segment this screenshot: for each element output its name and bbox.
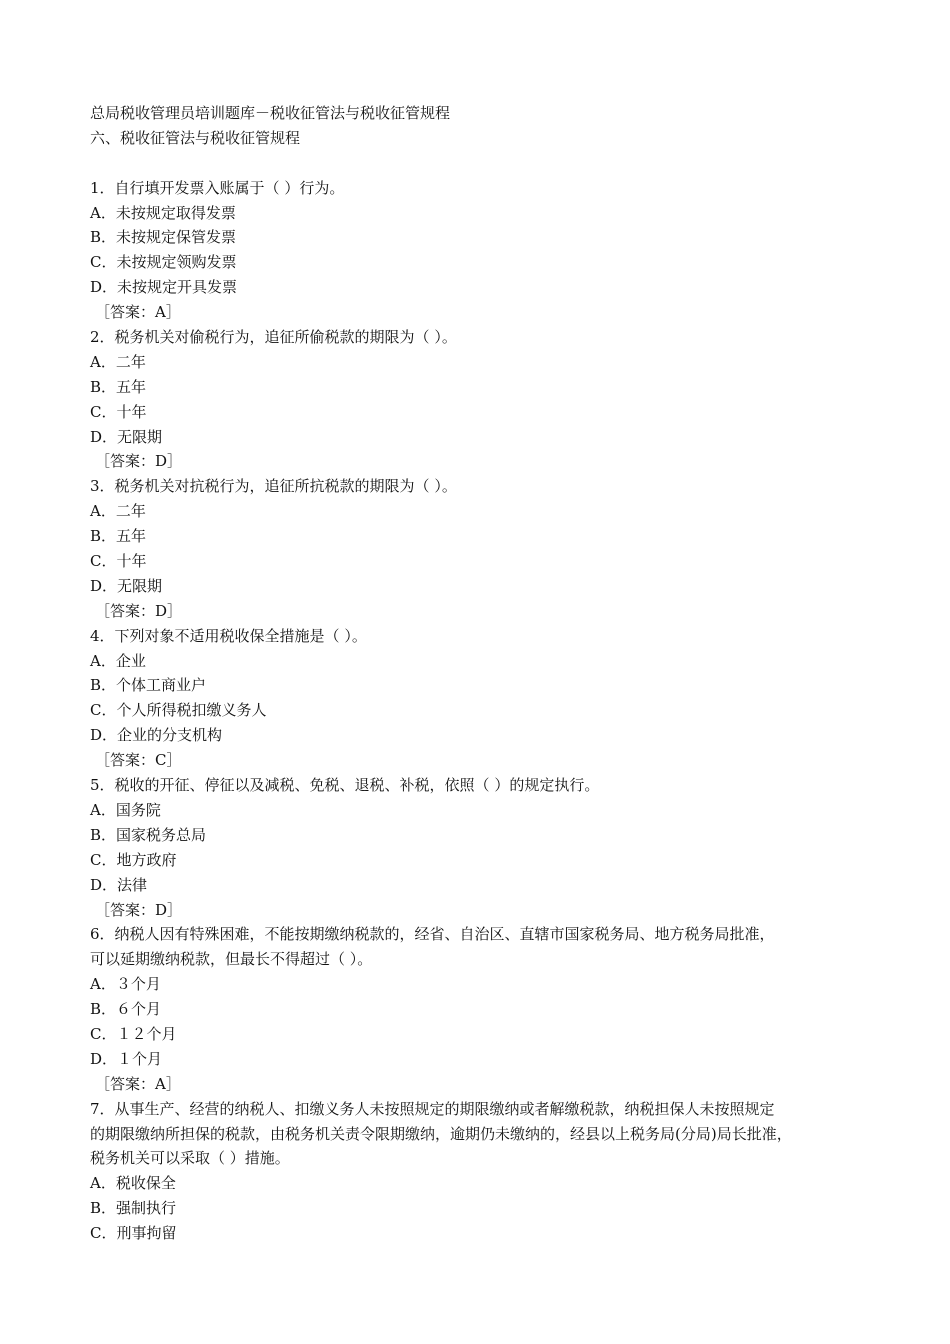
question-stem: 3．税务机关对抗税行为，追征所抗税款的期限为（ ）。 <box>90 477 457 496</box>
option-c: C．地方政府 <box>90 850 177 869</box>
option-c: C．刑事拘留 <box>90 1224 177 1243</box>
answer: ［答案：D］ <box>95 601 183 620</box>
option-c: C．十年 <box>90 402 147 421</box>
option-b: B．６个月 <box>90 1000 162 1019</box>
option-d: D．无限期 <box>90 576 163 595</box>
question-5 <box>90 773 880 922</box>
answer: ［答案：D］ <box>95 900 183 919</box>
question-stem-line-1: 6．纳税人因有特殊困难，不能按期缴纳税款的，经省、自治区、直辖市国家税务局、地方税务局批准， <box>90 925 775 944</box>
option-d: D．无限期 <box>90 427 163 446</box>
answer: ［答案：A］ <box>95 303 181 322</box>
option-c: C．未按规定领购发票 <box>90 253 237 272</box>
option-c: C．十年 <box>90 552 147 571</box>
option-b: B．个体工商业户 <box>90 676 207 695</box>
option-d: D．法律 <box>90 875 148 894</box>
option-a: A．二年 <box>90 352 146 371</box>
question-stem: 4．下列对象不适用税收保全措施是（ ）。 <box>90 626 367 645</box>
answer: ［答案：D］ <box>95 452 183 471</box>
option-a: A．税收保全 <box>90 1174 176 1193</box>
question-7 <box>90 1097 880 1246</box>
question-stem-line-2: 的期限缴纳所担保的税款，由税务机关责令限期缴纳，逾期仍未缴纳的，经县以上税务局(分局)局长批准， <box>90 1124 792 1143</box>
document-title: 总局税收管理员培训题库－税收征管法与税收征管规程 <box>90 104 451 122</box>
question-stem: 1．自行填开发票入账属于（ ）行为。 <box>90 178 345 197</box>
option-d: D．未按规定开具发票 <box>90 278 238 297</box>
answer: ［答案：C］ <box>95 751 182 770</box>
document-page <box>90 101 880 1246</box>
option-a: A．二年 <box>90 502 146 521</box>
option-b: B．未按规定保管发票 <box>90 228 237 247</box>
question-stem: 5．税收的开征、停征以及减税、免税、退税、补税，依照（ ）的规定执行。 <box>90 776 600 795</box>
question-stem-line-2: 可以延期缴纳税款，但最长不得超过（ ）。 <box>90 950 373 969</box>
option-b: B．五年 <box>90 527 147 546</box>
option-b: B．国家税务总局 <box>90 825 207 844</box>
question-stem: 2．税务机关对偷税行为，追征所偷税款的期限为（ ）。 <box>90 328 457 347</box>
question-stem-line-3: 税务机关可以采取（ ）措施。 <box>90 1149 290 1168</box>
question-4 <box>90 624 880 773</box>
option-b: B．五年 <box>90 377 147 396</box>
option-c: C．个人所得税扣缴义务人 <box>90 701 267 720</box>
option-a: A．未按规定取得发票 <box>90 203 236 222</box>
option-a: A．企业 <box>90 651 146 670</box>
option-c: C．１２个月 <box>90 1024 177 1043</box>
section-heading: 六、税收征管法与税收征管规程 <box>90 128 301 147</box>
question-1 <box>90 176 880 325</box>
option-a: A．３个月 <box>90 975 161 994</box>
question-6 <box>90 922 880 1096</box>
question-stem-line-1: 7．从事生产、经营的纳税人、扣缴义务人未按照规定的期限缴纳或者解缴税款，纳税担保人未按照规定 <box>90 1099 775 1118</box>
option-d: D．企业的分支机构 <box>90 726 223 745</box>
question-2 <box>90 325 880 474</box>
question-3 <box>90 474 880 623</box>
option-a: A．国务院 <box>90 800 161 819</box>
option-d: D．１个月 <box>90 1049 163 1068</box>
answer: ［答案：A］ <box>95 1074 181 1093</box>
blank-line <box>90 151 880 176</box>
option-b: B．强制执行 <box>90 1199 177 1218</box>
